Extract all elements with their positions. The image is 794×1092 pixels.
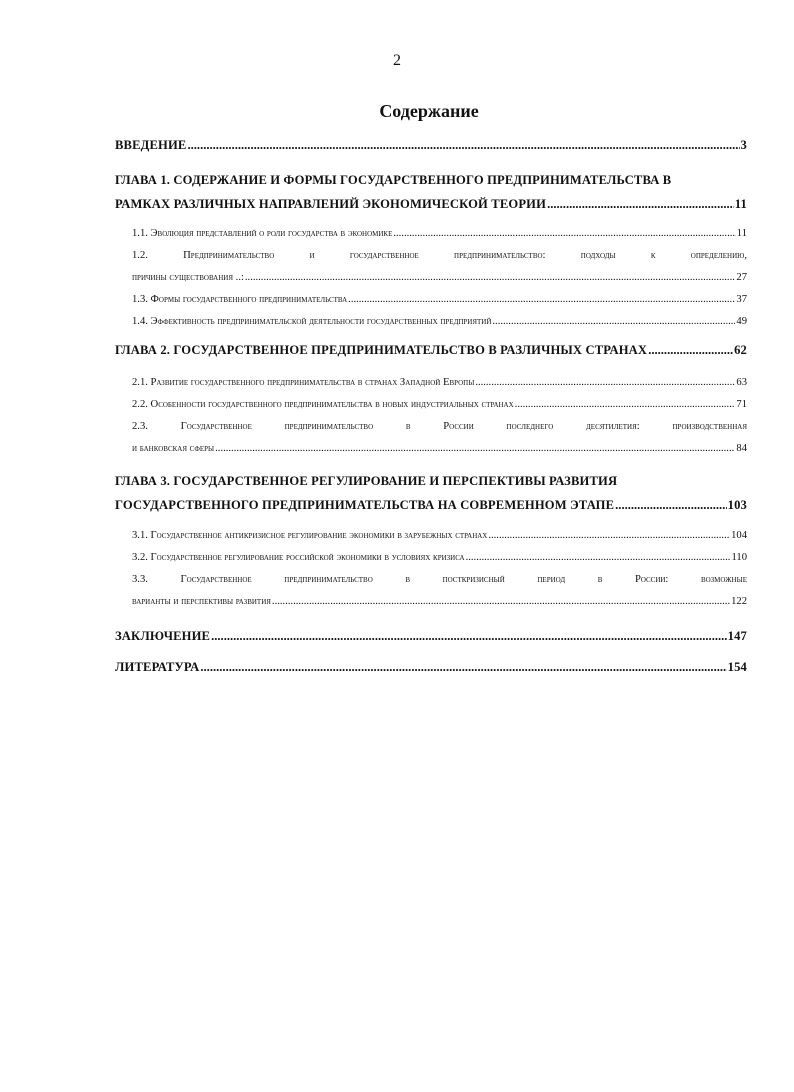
dot-leader — [245, 267, 736, 289]
toc-page-number: 122 — [731, 596, 747, 607]
toc-entry-chapter-2[interactable] — [115, 343, 747, 358]
toc-entry-label: ГЛАВА 3. ГОСУДАРСТВЕННОЕ РЕГУЛИРОВАНИЕ И ПЕРСПЕКТИВЫ РАЗВИТИЯ — [115, 474, 618, 488]
toc-entry-section-1-2[interactable] — [132, 245, 747, 289]
toc-entry-section-1-3[interactable] — [132, 289, 747, 311]
toc-entry-label: 3.3. Государственное предпринимательство в посткризисный период в России: возможные — [132, 574, 747, 585]
toc-entry-label-continued: варианты и перспективы развития — [132, 596, 271, 607]
dot-leader — [515, 394, 736, 416]
dot-leader — [211, 629, 727, 644]
toc-page-number: 71 — [736, 399, 747, 410]
toc-page-number: 49 — [736, 316, 747, 327]
toc-page-number: 84 — [736, 443, 747, 454]
toc-entry-label: 2.2. Особенности государственного предпринимательства в новых индустриальных странах — [132, 399, 514, 410]
dot-leader — [272, 591, 730, 613]
toc-entry-label: 1.4. Эффективность предпринимательской деятельности государственных предприятий — [132, 316, 492, 327]
toc-entry-section-2-1[interactable] — [132, 372, 747, 394]
dot-leader — [615, 494, 727, 516]
toc-page-number: 11 — [736, 228, 747, 239]
table-of-contents — [115, 138, 747, 675]
toc-entry-chapter-3[interactable] — [115, 468, 747, 516]
toc-entry-section-1-4[interactable] — [132, 311, 747, 333]
toc-page-number: 110 — [731, 552, 747, 563]
toc-entry-label: 1.1. Эволюция представлений о роли государства в экономике — [132, 228, 393, 239]
toc-entry-introduction[interactable] — [115, 138, 747, 153]
toc-entry-chapter-1[interactable] — [115, 167, 747, 214]
toc-page-number: 104 — [731, 530, 747, 541]
dot-leader — [187, 138, 739, 153]
toc-entry-label: 3.1. Государственное антикризисное регулирование экономики в зарубежных странах — [132, 530, 488, 541]
toc-entry-label: ГЛАВА 1. СОДЕРЖАНИЕ И ФОРМЫ ГОСУДАРСТВЕННОГО ПРЕДПРИНИМАТЕЛЬСТВА В — [115, 173, 672, 187]
toc-entry-label: ЛИТЕРАТУРА — [115, 660, 200, 674]
toc-entry-label: 1.2. Предпринимательство и государственное предпринимательство: подходы к определению, — [132, 250, 747, 261]
dot-leader — [475, 372, 735, 394]
toc-page-number: 154 — [727, 660, 747, 674]
dot-leader — [348, 289, 735, 311]
toc-entry-label: 2.3. Государственное предпринимательство в России последнего десятилетия: производственная — [132, 421, 747, 432]
toc-entry-section-3-2[interactable] — [132, 547, 747, 569]
dot-leader — [492, 311, 735, 333]
dot-leader — [393, 223, 735, 245]
toc-page-number: 37 — [736, 294, 747, 305]
toc-entry-section-3-3[interactable] — [132, 569, 747, 613]
toc-entry-label: 3.2. Государственное регулирование российской экономики в условиях кризиса — [132, 552, 465, 563]
toc-page-number: 147 — [727, 629, 747, 643]
toc-entry-label: ВВЕДЕНИЕ — [115, 138, 187, 152]
toc-page-number: 3 — [740, 138, 747, 152]
dot-leader — [648, 343, 733, 358]
toc-entry-section-2-3[interactable] — [132, 416, 747, 460]
toc-entry-label: 1.3. Формы государственного предпринимательства — [132, 294, 348, 305]
toc-entry-label-continued: причины существования ..: — [132, 272, 244, 283]
toc-page-number: 103 — [727, 498, 747, 512]
dot-leader — [488, 525, 730, 547]
dot-leader — [215, 438, 735, 460]
toc-entry-label: 2.1. Развитие государственного предпринимательства в странах Западной Европы — [132, 377, 475, 388]
page-title: Содержание — [379, 101, 479, 121]
toc-entry-label: ЗАКЛЮЧЕНИЕ — [115, 629, 211, 643]
toc-page-number: 11 — [734, 197, 747, 211]
toc-entry-section-3-1[interactable] — [132, 525, 747, 547]
toc-entry-label: ГЛАВА 2. ГОСУДАРСТВЕННОЕ ПРЕДПРИНИМАТЕЛЬСТВО В РАЗЛИЧНЫХ СТРАНАХ — [115, 343, 648, 357]
toc-entry-label-continued: и банковская сферы — [132, 443, 215, 454]
toc-page-number: 63 — [736, 377, 747, 388]
toc-page-number: 27 — [736, 272, 747, 283]
toc-entry-section-1-1[interactable] — [132, 223, 747, 245]
dot-leader — [200, 660, 726, 675]
toc-entry-literature[interactable] — [115, 660, 747, 675]
dot-leader — [466, 547, 731, 569]
page-number: 2 — [393, 52, 401, 69]
toc-entry-label-continued: РАМКАХ РАЗЛИЧНЫХ НАПРАВЛЕНИЙ ЭКОНОМИЧЕСКОЙ ТЕОРИИ — [115, 197, 547, 211]
dot-leader — [547, 194, 734, 214]
toc-entry-label-continued: ГОСУДАРСТВЕННОГО ПРЕДПРИНИМАТЕЛЬСТВА НА СОВРЕМЕННОМ ЭТАПЕ — [115, 498, 615, 512]
toc-entry-section-2-2[interactable] — [132, 394, 747, 416]
toc-entry-conclusion[interactable] — [115, 629, 747, 644]
toc-page-number: 62 — [734, 343, 747, 357]
